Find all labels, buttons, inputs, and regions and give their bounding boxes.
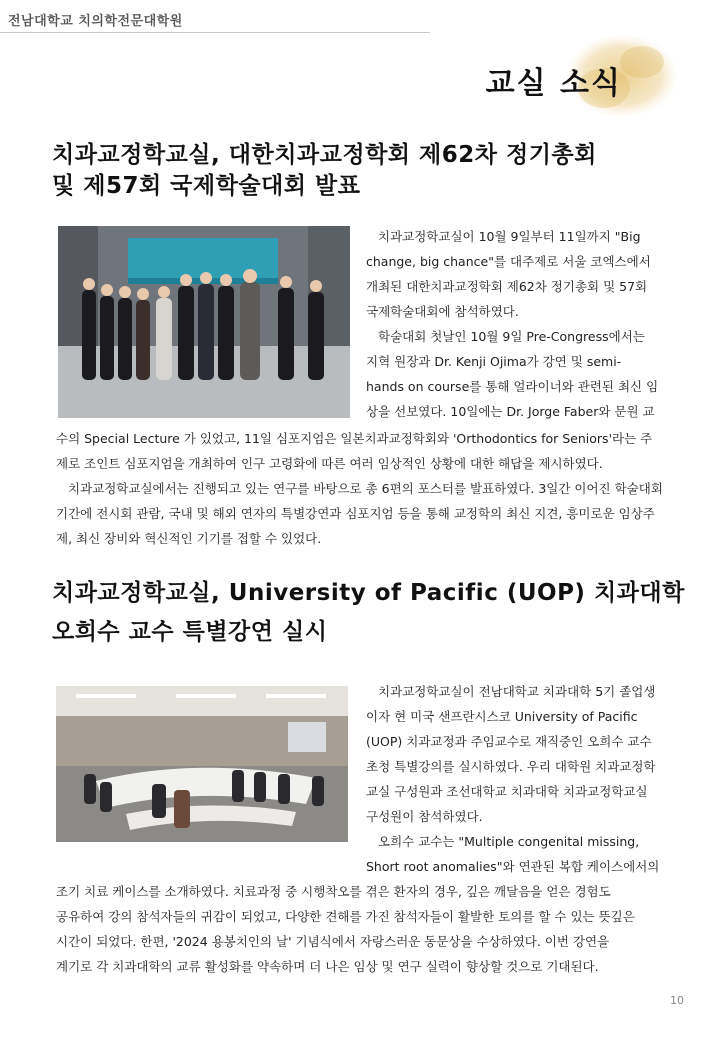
article1-line: 치과교정학교실에서는 진행되고 있는 연구를 바탕으로 총 6편의 포스터를 발표하였다. 3일간 이어진 학술대회 (68, 481, 663, 496)
article1-line: hands on course를 통해 얼라이너와 관련된 최신 임 (366, 379, 659, 394)
page-number: 10 (670, 994, 684, 1007)
article1-line: 치과교정학교실이 10월 9일부터 11일까지 "Big (378, 229, 641, 244)
article2-line: Short root anomalies"와 연관된 복합 케이스에서의 (366, 859, 660, 874)
article2-line: 초청 특별강의를 실시하였다. 우리 대학원 치과교정학 (366, 759, 656, 774)
article1-body-full (56, 426, 674, 551)
article2-headline-line1: 치과교정학교실, University of Pacific (UOP) 치과대학 (52, 580, 685, 606)
article1-headline-line1: 치과교정학교실, 대한치과교정학회 제62차 정기총회 (52, 142, 597, 168)
article1-line: change, big chance"를 대주제로 서울 코엑스에서 (366, 254, 651, 269)
article1-line: 지혁 원장과 Dr. Kenji Ojima가 강연 및 semi- (366, 354, 622, 369)
article2-line: 교실 구성원과 조선대학교 치과대학 치과교정학교실 (366, 784, 648, 799)
article2-body-right (366, 679, 674, 879)
article1-line: 개최된 대한치과교정학회 제62차 정기총회 및 57회 (366, 279, 648, 294)
article1-line: 학술대회 첫날인 10월 9일 Pre-Congress에서는 (378, 329, 645, 344)
article1-line: 제로 조인트 심포지엄을 개최하여 인구 고령화에 따른 여러 임상적인 상황에 대한 해답을 제시하였다. (56, 456, 603, 471)
article2-line: 계기로 각 치과대학의 교류 활성화를 약속하며 더 나은 임상 및 연구 실력이 향상할 것으로 기대된다. (56, 959, 599, 974)
section-title: 교실 소식 (485, 66, 622, 101)
article1-line: 기간에 전시회 관람, 국내 및 해외 연자의 특별강연과 심포지엄 등을 통해 교정학의 최신 지견, 흥미로운 임상주 (56, 506, 655, 521)
article1-headline-line2: 및 제57회 국제학술대회 발표 (52, 173, 361, 200)
header-divider (0, 32, 430, 33)
lecture-seminar-photo (56, 686, 348, 842)
article1-body-right (366, 224, 674, 424)
article1-line: 상을 선보였다. 10일에는 Dr. Jorge Faber와 문원 교 (366, 404, 655, 419)
article2-line: 시간이 되었다. 한편, '2024 용봉치인의 날' 기념식에서 자랑스러운 동문상을 수상하였다. 이번 강연을 (56, 934, 610, 949)
article2-line: 조기 치료 케이스를 소개하였다. 치료과정 중 시행착오를 겪은 환자의 경우, 깊은 깨달음을 얻은 경험도 (56, 884, 611, 899)
conference-group-photo (58, 226, 350, 418)
article2-line: 오희수 교수는 "Multiple congenital missing, (378, 834, 640, 849)
article2-line: (UOP) 치과교정과 주임교수로 재직중인 오희수 교수 (366, 734, 652, 749)
article1-headline (52, 140, 597, 202)
article2-line: 구성원이 참석하였다. (366, 809, 483, 824)
article1-line: 국제학술대회에 참석하였다. (366, 304, 519, 319)
article2-line: 공유하여 강의 참석자들의 귀감이 되었고, 다양한 견해를 가진 참석자들이 활발한 토의를 할 수 있는 뜻깊은 (56, 909, 635, 924)
article2-headline (52, 578, 685, 648)
article2-body-full (56, 879, 674, 979)
article1-line: 제, 최신 장비와 혁신적인 기기를 접할 수 있었다. (56, 531, 322, 546)
header-org-name: 전남대학교 치의학전문대학원 (8, 14, 183, 29)
article2-line: 치과교정학교실이 전남대학교 치과대학 5기 졸업생 (378, 684, 656, 699)
article1-line: 수의 Special Lecture 가 있었고, 11일 심포지엄은 일본치과교정학회와 'Orthodontics for Seniors'라는 주 (56, 431, 653, 446)
article2-headline-line2: 오희수 교수 특별강연 실시 (52, 619, 328, 646)
article2-line: 이자 현 미국 샌프란시스코 University of Pacific (366, 709, 638, 724)
